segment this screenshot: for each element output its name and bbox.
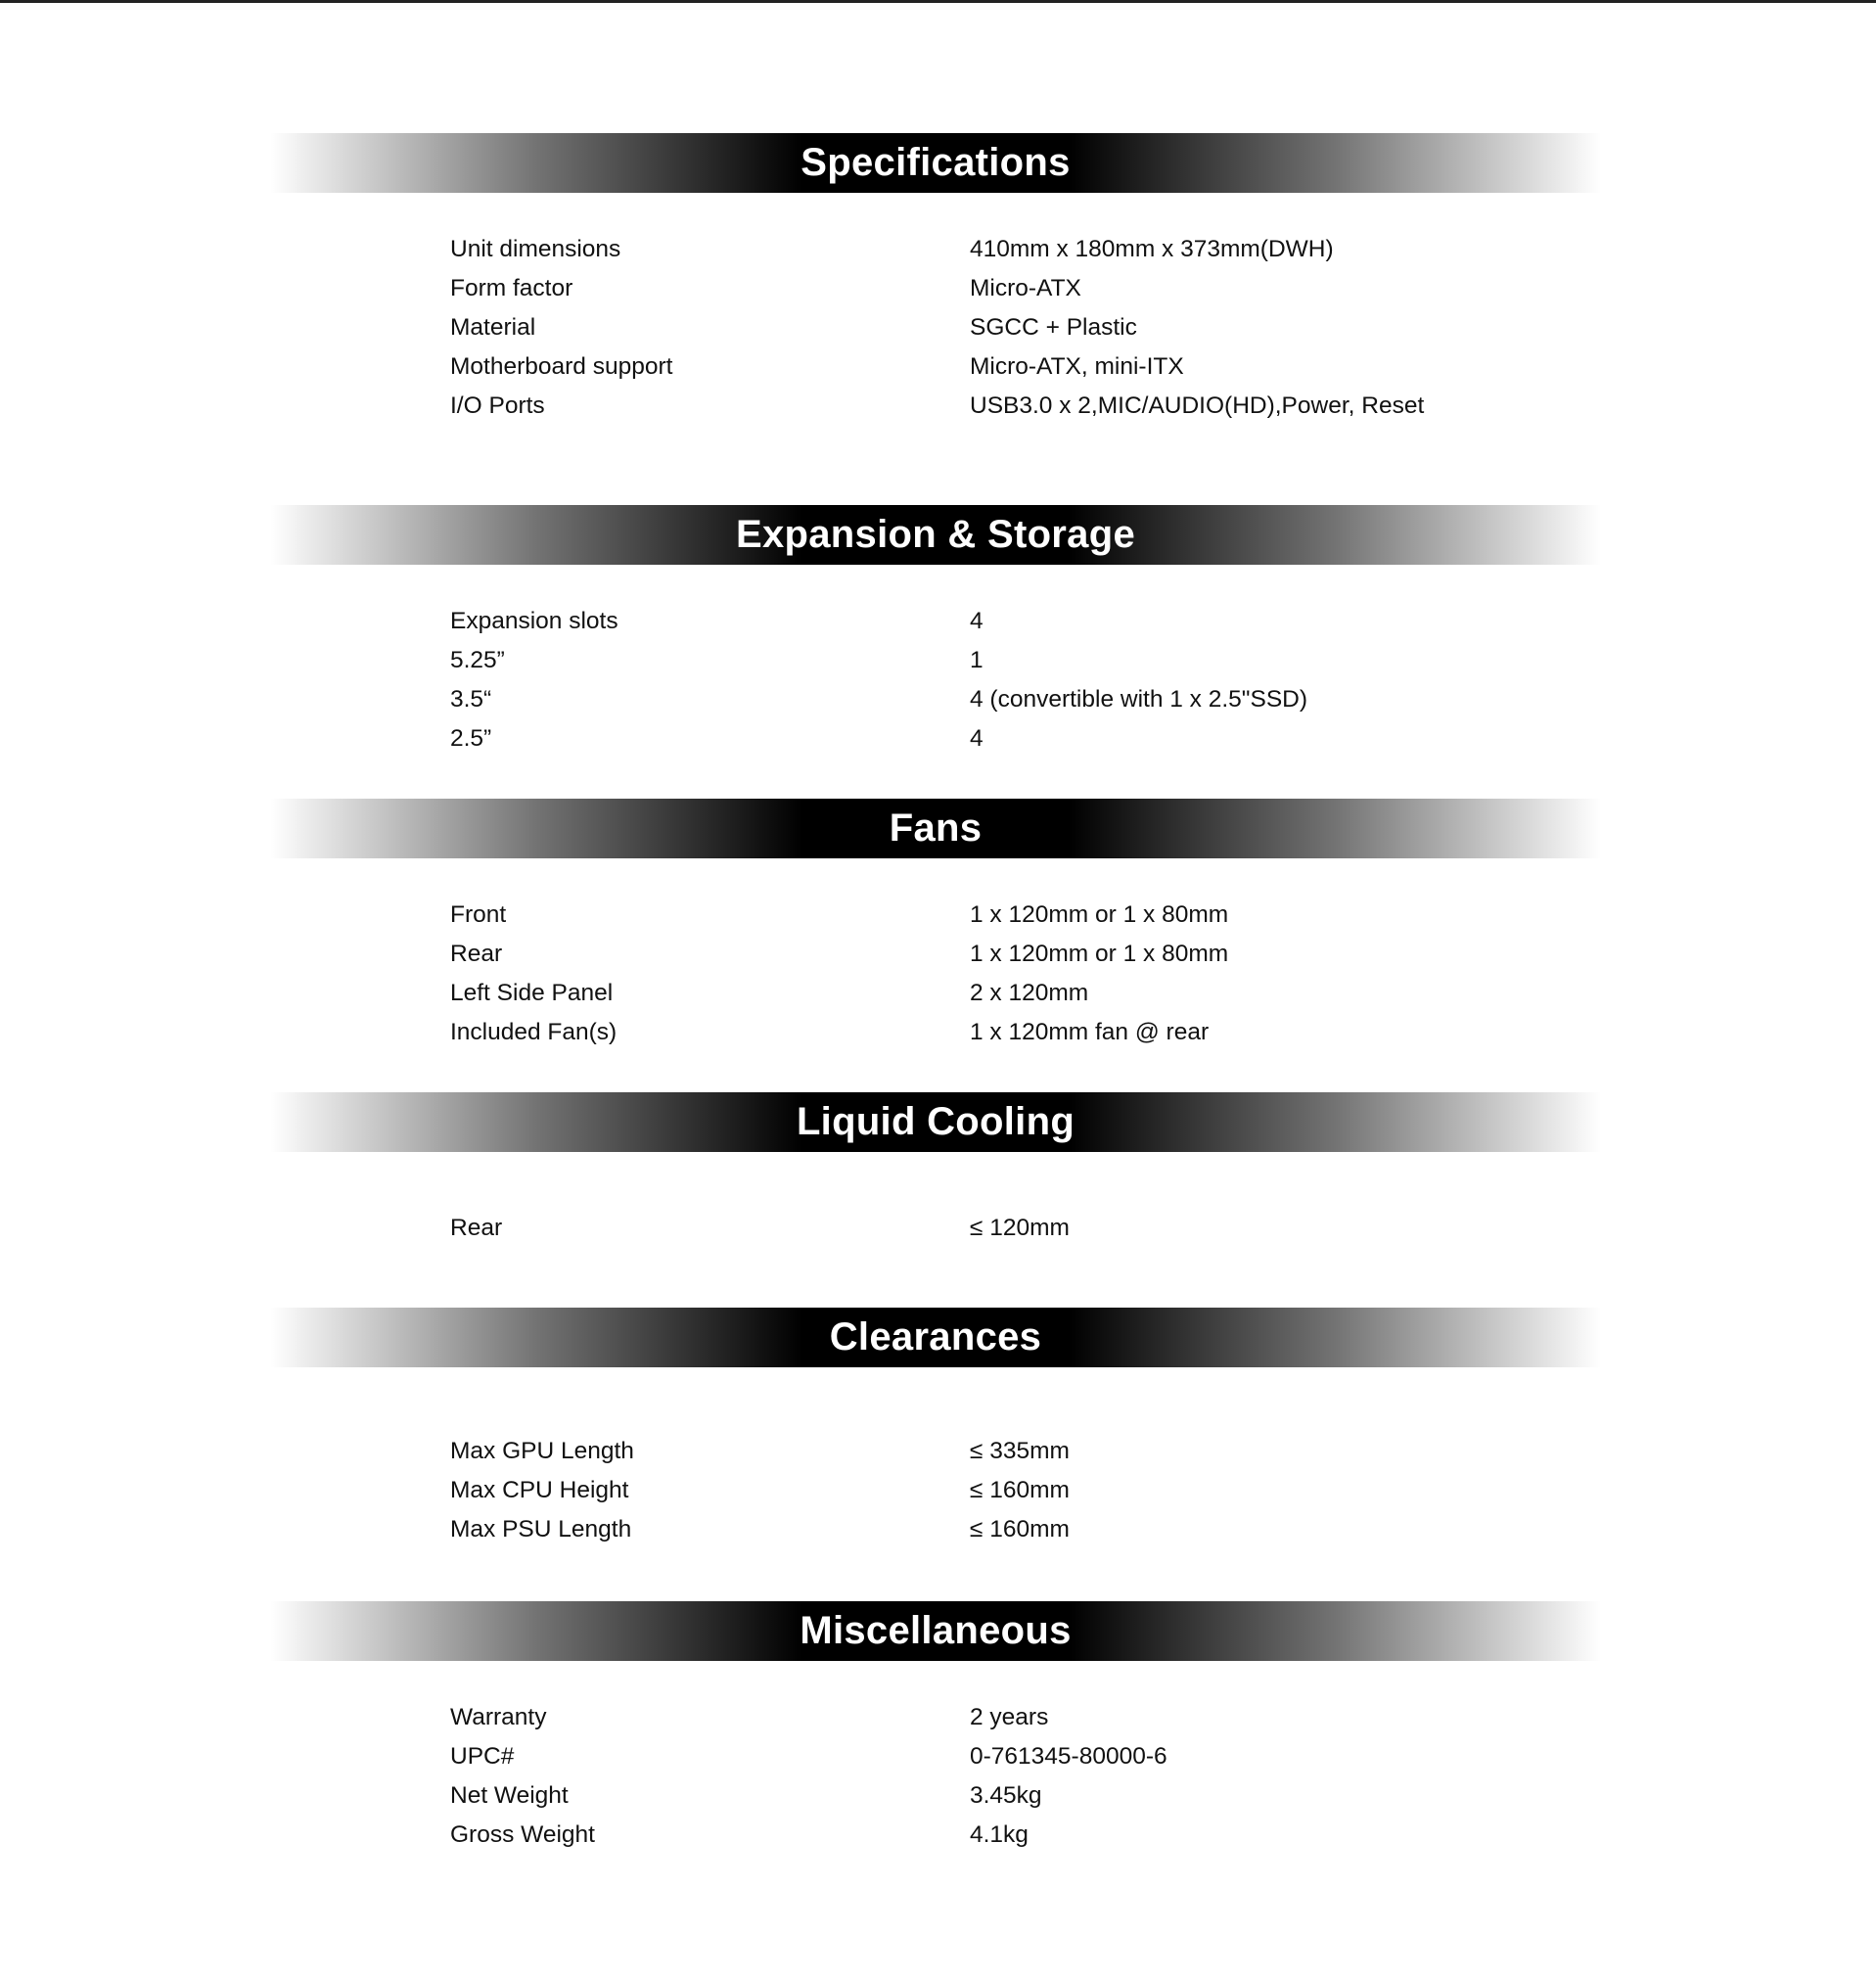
section-header-liquid-cooling <box>270 1092 1601 1152</box>
spec-value: 3.45kg <box>970 1782 1042 1809</box>
spec-value: 4 <box>970 725 984 752</box>
top-border <box>0 0 1876 3</box>
section-title: Clearances <box>829 1315 1042 1358</box>
section-header-specifications <box>270 133 1601 193</box>
spec-row <box>0 935 1876 974</box>
spec-row <box>0 974 1876 1013</box>
section-header-miscellaneous <box>270 1601 1601 1661</box>
spec-value: ≤ 335mm <box>970 1438 1070 1464</box>
section-title: Expansion & Storage <box>735 513 1135 556</box>
spec-table-clearances <box>0 1432 1876 1549</box>
spec-label: I/O Ports <box>450 392 545 419</box>
section-header-expansion-storage <box>270 505 1601 565</box>
spec-label: Included Fan(s) <box>450 1019 618 1045</box>
spec-row <box>0 1816 1876 1855</box>
spec-row <box>0 308 1876 347</box>
section-header-fans <box>270 799 1601 858</box>
spec-value: USB3.0 x 2,MIC/AUDIO(HD),Power, Reset <box>970 392 1425 419</box>
spec-value: 0-761345-80000-6 <box>970 1743 1167 1770</box>
spec-value: 4.1kg <box>970 1821 1029 1848</box>
spec-value: 2 x 120mm <box>970 980 1089 1006</box>
spec-value: ≤ 160mm <box>970 1477 1070 1503</box>
spec-label: 5.25” <box>450 647 505 673</box>
section-title: Specifications <box>801 141 1071 184</box>
spec-table-liquid-cooling <box>0 1209 1876 1248</box>
spec-label: Gross Weight <box>450 1821 595 1848</box>
spec-label: Motherboard support <box>450 353 673 380</box>
spec-label: Expansion slots <box>450 608 618 634</box>
section-header-clearances <box>270 1308 1601 1367</box>
spec-table-miscellaneous <box>0 1698 1876 1855</box>
spec-table-specifications <box>0 230 1876 426</box>
spec-value: 1 x 120mm fan @ rear <box>970 1019 1210 1045</box>
spec-label: Max GPU Length <box>450 1438 634 1464</box>
spec-row <box>0 719 1876 759</box>
spec-value: 1 <box>970 647 984 673</box>
spec-row <box>0 347 1876 387</box>
spec-value: 4 (convertible with 1 x 2.5"SSD) <box>970 686 1308 713</box>
spec-row <box>0 896 1876 935</box>
spec-label: Material <box>450 314 536 341</box>
spec-label: Rear <box>450 941 503 967</box>
spec-label: UPC# <box>450 1743 515 1770</box>
spec-label: Form factor <box>450 275 573 301</box>
spec-value: 4 <box>970 608 984 634</box>
spec-row <box>0 680 1876 719</box>
spec-table-fans <box>0 896 1876 1052</box>
spec-row <box>0 1209 1876 1248</box>
spec-row <box>0 1698 1876 1737</box>
spec-row <box>0 1737 1876 1776</box>
spec-row <box>0 1471 1876 1510</box>
spec-row <box>0 1510 1876 1549</box>
spec-value: 410mm x 180mm x 373mm(DWH) <box>970 236 1334 262</box>
spec-label: Warranty <box>450 1704 547 1730</box>
spec-row <box>0 1013 1876 1052</box>
spec-label: Left Side Panel <box>450 980 614 1006</box>
section-title: Fans <box>889 806 983 850</box>
spec-value: ≤ 120mm <box>970 1215 1070 1241</box>
spec-label: 3.5“ <box>450 686 492 713</box>
section-title: Liquid Cooling <box>796 1100 1075 1143</box>
spec-table-expansion-storage <box>0 602 1876 759</box>
spec-value: Micro-ATX <box>970 275 1081 301</box>
spec-row <box>0 269 1876 308</box>
spec-value: Micro-ATX, mini-ITX <box>970 353 1184 380</box>
spec-label: 2.5” <box>450 725 492 752</box>
spec-label: Unit dimensions <box>450 236 621 262</box>
spec-label: Net Weight <box>450 1782 569 1809</box>
spec-label: Max PSU Length <box>450 1516 632 1543</box>
spec-row <box>0 1776 1876 1816</box>
spec-row <box>0 387 1876 426</box>
spec-value: 1 x 120mm or 1 x 80mm <box>970 901 1229 928</box>
section-title: Miscellaneous <box>800 1609 1072 1652</box>
spec-label: Max CPU Height <box>450 1477 629 1503</box>
spec-value: 1 x 120mm or 1 x 80mm <box>970 941 1229 967</box>
spec-row <box>0 1432 1876 1471</box>
spec-row <box>0 641 1876 680</box>
spec-row <box>0 230 1876 269</box>
spec-value: ≤ 160mm <box>970 1516 1070 1543</box>
spec-label: Front <box>450 901 507 928</box>
spec-value: SGCC + Plastic <box>970 314 1137 341</box>
spec-value: 2 years <box>970 1704 1049 1730</box>
spec-row <box>0 602 1876 641</box>
spec-label: Rear <box>450 1215 503 1241</box>
